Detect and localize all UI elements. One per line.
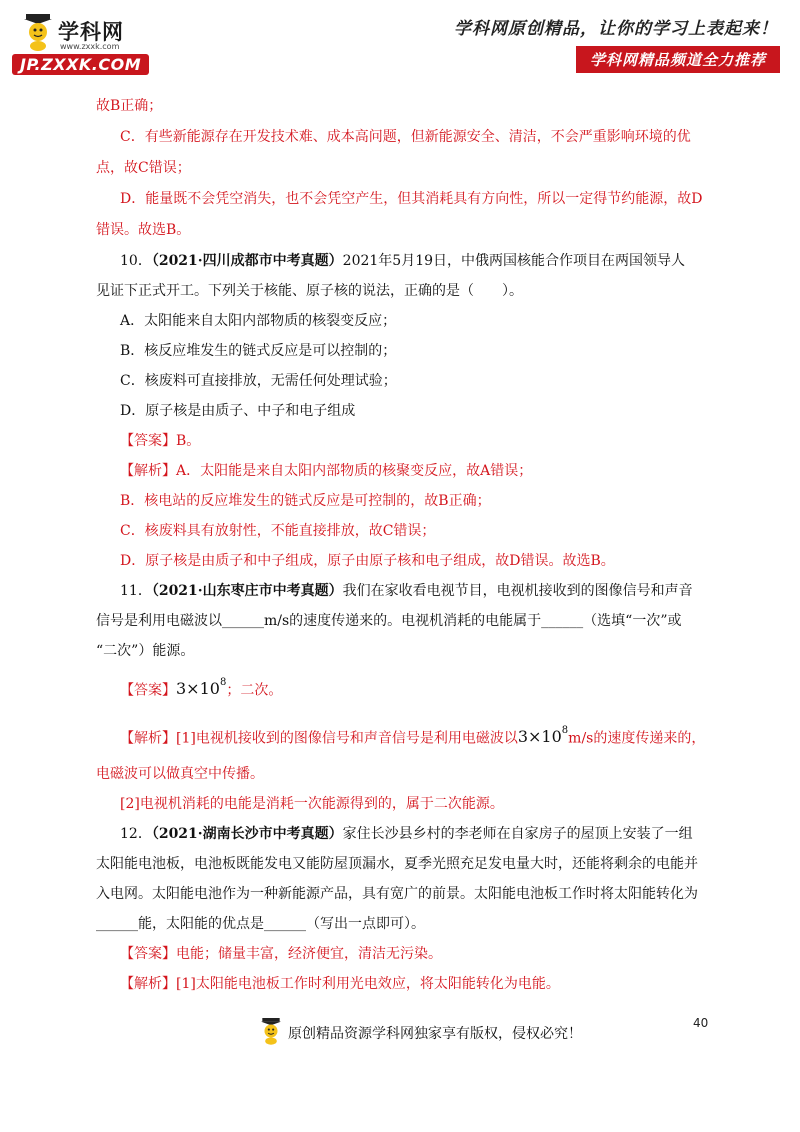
analysis-text: [1]太阳能电池板工作时利用光电效应，将太阳能转化为电能。: [176, 976, 560, 992]
analysis-line: [120, 974, 740, 994]
analysis-text: m/s的速度传递来的，: [568, 730, 706, 747]
question-text: 见证下正式开工。下列关于核能、原子核的说法，正确的是（ ）。: [96, 283, 523, 299]
analysis-text: [1]电视机接收到的图像信号和声音信号是利用电磁波以: [176, 730, 518, 747]
question-number: 10．: [120, 253, 152, 269]
text-line: C．有些新能源存在开发技术难、成本高问题，但新能源安全、清洁，不会严重影响环境的优: [120, 129, 691, 145]
question-text: ______能，太阳能的优点是______（写出一点即可）。: [96, 916, 425, 932]
answer-tag: 【答案】: [120, 682, 176, 699]
question-source: （2021·四川成都市中考真题）: [151, 253, 343, 269]
analysis-line: B．核电站的反应堆发生的链式反应是可控制的，故B正确；: [120, 493, 491, 509]
answer-tag: 【答案】: [120, 433, 176, 449]
option-b: B．核反应堆发生的链式反应是可以控制的；: [120, 343, 397, 359]
text-line: 点，故C错误；: [96, 160, 191, 176]
math-expression: [176, 679, 226, 698]
question-number: 11．: [120, 583, 152, 599]
header-banner: 学科网精品频道全力推荐: [576, 46, 780, 73]
answer-line: [120, 676, 740, 700]
answer-text: 电能；储量丰富，经济便宜，清洁无污染。: [176, 946, 442, 962]
option-a: A．太阳能来自太阳内部物质的核裂变反应；: [120, 313, 397, 329]
answer-tag: 【答案】: [120, 946, 176, 962]
answer-line: [120, 944, 740, 964]
page-number: 40: [693, 1016, 709, 1030]
logo-title: 学科网: [58, 20, 124, 44]
analysis-line: [120, 461, 740, 481]
math-base: 3×10: [176, 679, 220, 699]
analysis-line: [120, 724, 740, 748]
mascot-icon: [258, 1016, 284, 1046]
copyright-notice: 原创精品资源学科网独家享有版权，侵权必究！: [288, 1026, 582, 1042]
question-source: （2021·湖南长沙市中考真题）: [151, 826, 343, 842]
question-number: 12．: [120, 826, 152, 842]
math-expression: [518, 727, 568, 746]
question-text: 2021年5月19日，中俄两国核能合作项目在两国领导人: [342, 253, 686, 269]
logo: [8, 12, 156, 72]
analysis-line: [2]电视机消耗的电能是消耗一次能源得到的，属于二次能源。: [120, 796, 504, 812]
analysis-line: C．核废料具有放射性，不能直接排放，故C错误；: [120, 523, 436, 539]
option-d: D．原子核是由质子、中子和电子组成: [120, 403, 356, 419]
text-line: 故B正确；: [96, 98, 163, 114]
question-text: 我们在家收看电视节目，电视机接收到的图像信号和声音: [342, 583, 693, 599]
logo-subtitle: www.zxxk.com: [60, 42, 120, 51]
analysis-text: A．太阳能是来自太阳内部物质的核聚变反应，故A错误；: [176, 463, 533, 479]
analysis-line: D．原子核是由质子和中子组成，原子由原子核和电子组成，故D错误。故选B。: [120, 553, 615, 569]
question-text: 入电网。太阳能电池作为一种新能源产品，具有宽广的前景。太阳能电池板工作时将太阳能转化为: [96, 886, 698, 902]
page-header: [0, 0, 800, 80]
text-line: 错误。故选B。: [96, 222, 191, 238]
question-11-stem: [120, 581, 740, 601]
logo-url[interactable]: JP.ZXXK.COM: [12, 54, 149, 75]
option-c: C．核废料可直接排放，无需任何处理试验；: [120, 373, 397, 389]
analysis-tag: 【解析】: [120, 976, 176, 992]
math-exponent: 8: [561, 725, 569, 736]
analysis-line: 电磁波可以做真空中传播。: [96, 766, 264, 782]
mascot-icon: [20, 12, 56, 52]
answer-text: B。: [176, 433, 201, 449]
question-text: “二次”）能源。: [96, 643, 195, 659]
math-exponent: 8: [219, 677, 227, 688]
question-12-stem: [120, 824, 740, 844]
question-text: 信号是利用电磁波以______m/s的速度传递来的。电视机消耗的电能属于______（选填“一次”或: [96, 613, 682, 629]
math-base: 3×10: [517, 727, 562, 747]
header-slogan: 学科网原创精品，让你的学习上表起来！: [454, 19, 778, 39]
question-source: （2021·山东枣庄市中考真题）: [151, 583, 343, 599]
answer-line: [120, 431, 740, 451]
question-text: 太阳能电池板，电池板既能发电又能防屋顶漏水，夏季光照充足发电量大时，还能将剩余的电能并: [96, 856, 698, 872]
question-text: 家住长沙县乡村的李老师在自家房子的屋顶上安装了一组: [342, 826, 693, 842]
question-10-stem: [120, 251, 740, 271]
analysis-tag: 【解析】: [120, 730, 176, 747]
answer-text: ；二次。: [226, 682, 283, 699]
analysis-tag: 【解析】: [120, 463, 176, 479]
text-line: D．能量既不会凭空消失，也不会凭空产生，但其消耗具有方向性，所以一定得节约能源，故D: [120, 191, 703, 207]
